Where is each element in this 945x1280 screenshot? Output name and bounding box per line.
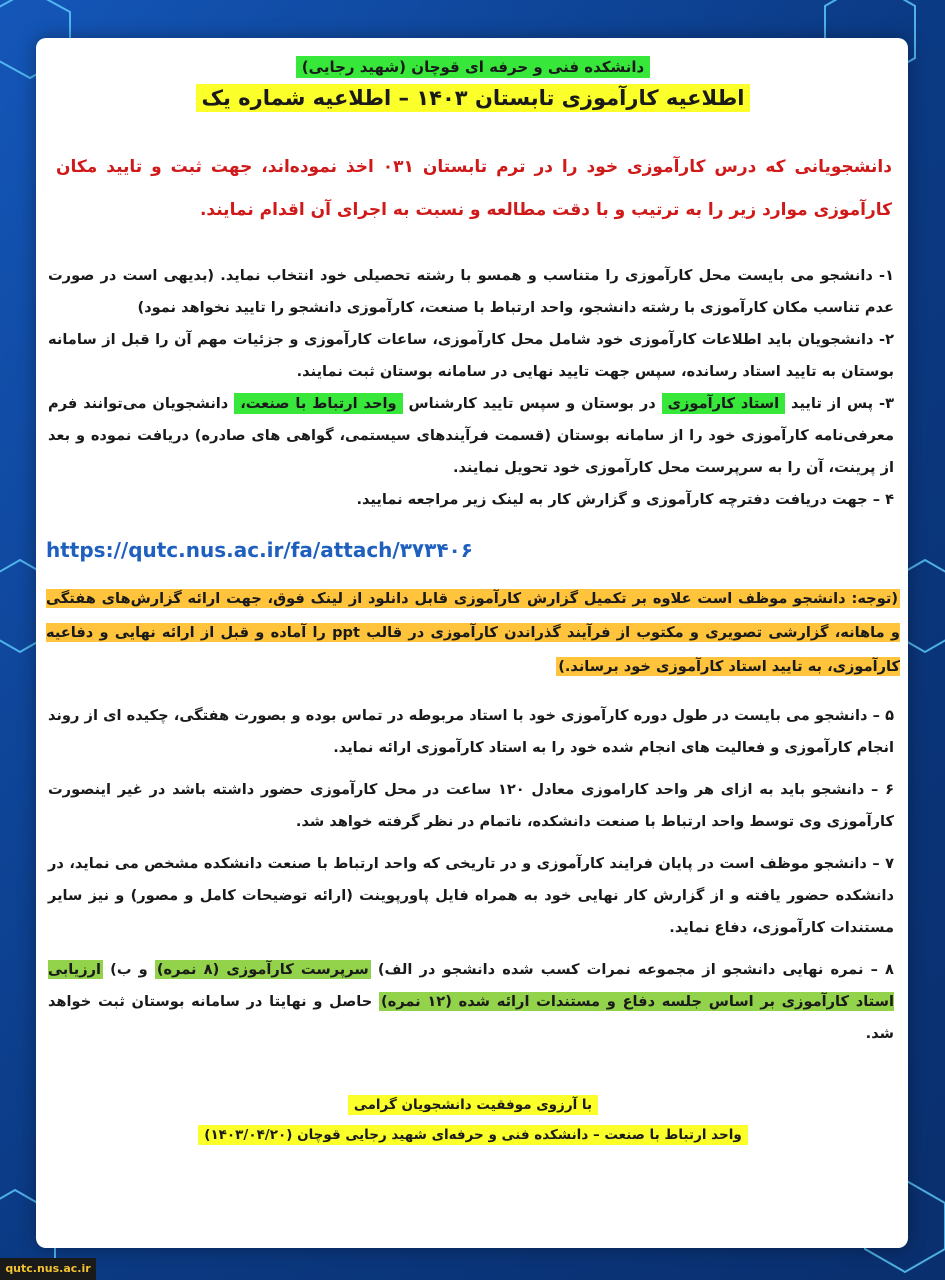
watermark-suffix: .nus.ac.ir xyxy=(32,1262,91,1275)
item-8-highlight-supervisor: سرپرست کارآموزی (۸ نمره) xyxy=(156,961,369,978)
item-3-highlight-industry-office: واحد ارتباط با صنعت، xyxy=(234,393,402,414)
item-3-part-a: ۳- پس از تایید xyxy=(791,395,894,412)
item-2: ۲- دانشجویان باید اطلاعات کارآموزی خود شامل محل کارآموزی، ساعات کارآموزی و جزئیات مهم آن را قبل از سامانه بوستان به تایید استاد رسانده، سپس جهت تایید نهایی در سامانه بوستان ثبت نمایند. xyxy=(48,331,894,380)
item-8 xyxy=(46,954,900,1050)
item-3-highlight-teacher: استاد کارآموزی xyxy=(662,393,786,414)
header xyxy=(46,56,900,112)
attachment-link[interactable]: https://qutc.nus.ac.ir/fa/attach/۳۷۳۴۰۶ xyxy=(46,538,473,562)
announcement-title: اطلاعیه کارآموزی تابستان ۱۴۰۳ – اطلاعیه شماره یک xyxy=(196,84,751,112)
item-3 xyxy=(46,388,900,484)
intro-paragraph: دانشجویانی که درس کارآموزی خود را در ترم تابستان ۰۳۱ اخذ نموده‌اند، جهت ثبت و تایید مکان کارآموزی موارد زیر را به ترتیب و با دقت مطالعه و نسبت به اجرای آن اقدام نمایند. xyxy=(56,157,892,220)
item-7: ۷ – دانشجو موظف است در پایان فرایند کارآموزی و در تاریخی که واحد ارتباط با صنعت دانشکده مشخص می نماید، در دانشکده حضور یافته و از گزارش کار نهایی خود به همراه فایل پاورپوینت (ارائه توضیحات کامل و مصور) و نیز سایر مستندات کارآموزی، دفاع نماید. xyxy=(48,855,894,936)
note-text: (توجه: دانشجو موظف است علاوه بر تکمیل گزارش کارآموزی قابل دانلود از لینک فوق، جهت ارائه گزارش‌های هفتگی و ماهانه، گزارشی تصویری و مکتوب از فرآیند گذراندن کارآموزی در قالب ppt را آماده و قبل از ارائه نهایی و دفاعیه کارآموزی، به تایید استاد کارآموزی خود برساند.) xyxy=(46,590,901,675)
watermark-prefix: qutc xyxy=(5,1262,33,1275)
footer-wish: با آرزوی موفقیت دانشجویان گرامی xyxy=(348,1095,598,1115)
item-5: ۵ – دانشجو می بایست در طول دوره کارآموزی خود با استاد مربوطه در تماس بوده و بصورت هفتگی، چکیده ای از روند انجام کارآموزی و فعالیت های انجام شده خود را به استاد کارآموزی ارائه نماید. xyxy=(48,707,894,756)
site-watermark xyxy=(0,1258,96,1280)
item-8-part-a: ۸ – نمره نهایی دانشجو از مجموعه نمرات کسب شده دانشجو در الف) xyxy=(377,961,894,978)
item-4: ۴ – جهت دریافت دفترچه کارآموزی و گزارش کار به لینک زیر مراجعه نمایید. xyxy=(356,491,894,508)
item-8-part-c: حاصل و نهایتا در سامانه بوستان ثبت خواهد شد. xyxy=(48,993,894,1042)
item-8-part-b: و ب) xyxy=(110,961,148,978)
college-name: دانشکده فنی و حرفه ای قوچان (شهید رجایی) xyxy=(296,56,650,78)
note-paragraph xyxy=(46,582,900,684)
footer xyxy=(46,1090,900,1150)
item-6: ۶ – دانشجو باید به ازای هر واحد کاراموزی معادل ۱۲۰ ساعت در محل کارآموزی حضور داشته باشد در غیر اینصورت کارآموزی وی توسط واحد ارتباط با صنعت دانشکده، ناتمام در نظر گرفته خواهد شد. xyxy=(48,781,894,830)
item-3-part-c: دانشجویان می‌توانند فرم معرفی‌نامه کارآموزی خود را از سامانه بوستان (قسمت فرآیندهای سیستمی، گواهی های صادره) دریافت نموده و بعد از پرینت، آن را به سرپرست محل کارآموزی خود تحویل نمایند. xyxy=(48,395,894,476)
announcement-content xyxy=(46,56,900,1150)
item-1: ۱- دانشجو می بایست محل کارآموزی را متناسب و همسو با رشته تحصیلی خود انتخاب نماید. (بدیهی است در صورت عدم تناسب مکان کارآموزی با رشته دانشجو، واحد ارتباط با صنعت، کارآموزی دانشجو را تایید نخواهد نمود) xyxy=(48,267,894,316)
footer-signature: واحد ارتباط با صنعت – دانشکده فنی و حرفه‌ای شهید رجایی قوچان (۱۴۰۳/۰۴/۲۰) xyxy=(198,1125,747,1145)
item-3-part-b: در بوستان و سپس تایید کارشناس xyxy=(408,395,656,412)
item-8-highlight-teacher-evaluation: ارزیابی استاد کارآموزی بر اساس جلسه دفاع و مستندات ارائه شده (۱۲ نمره) xyxy=(48,961,894,1010)
